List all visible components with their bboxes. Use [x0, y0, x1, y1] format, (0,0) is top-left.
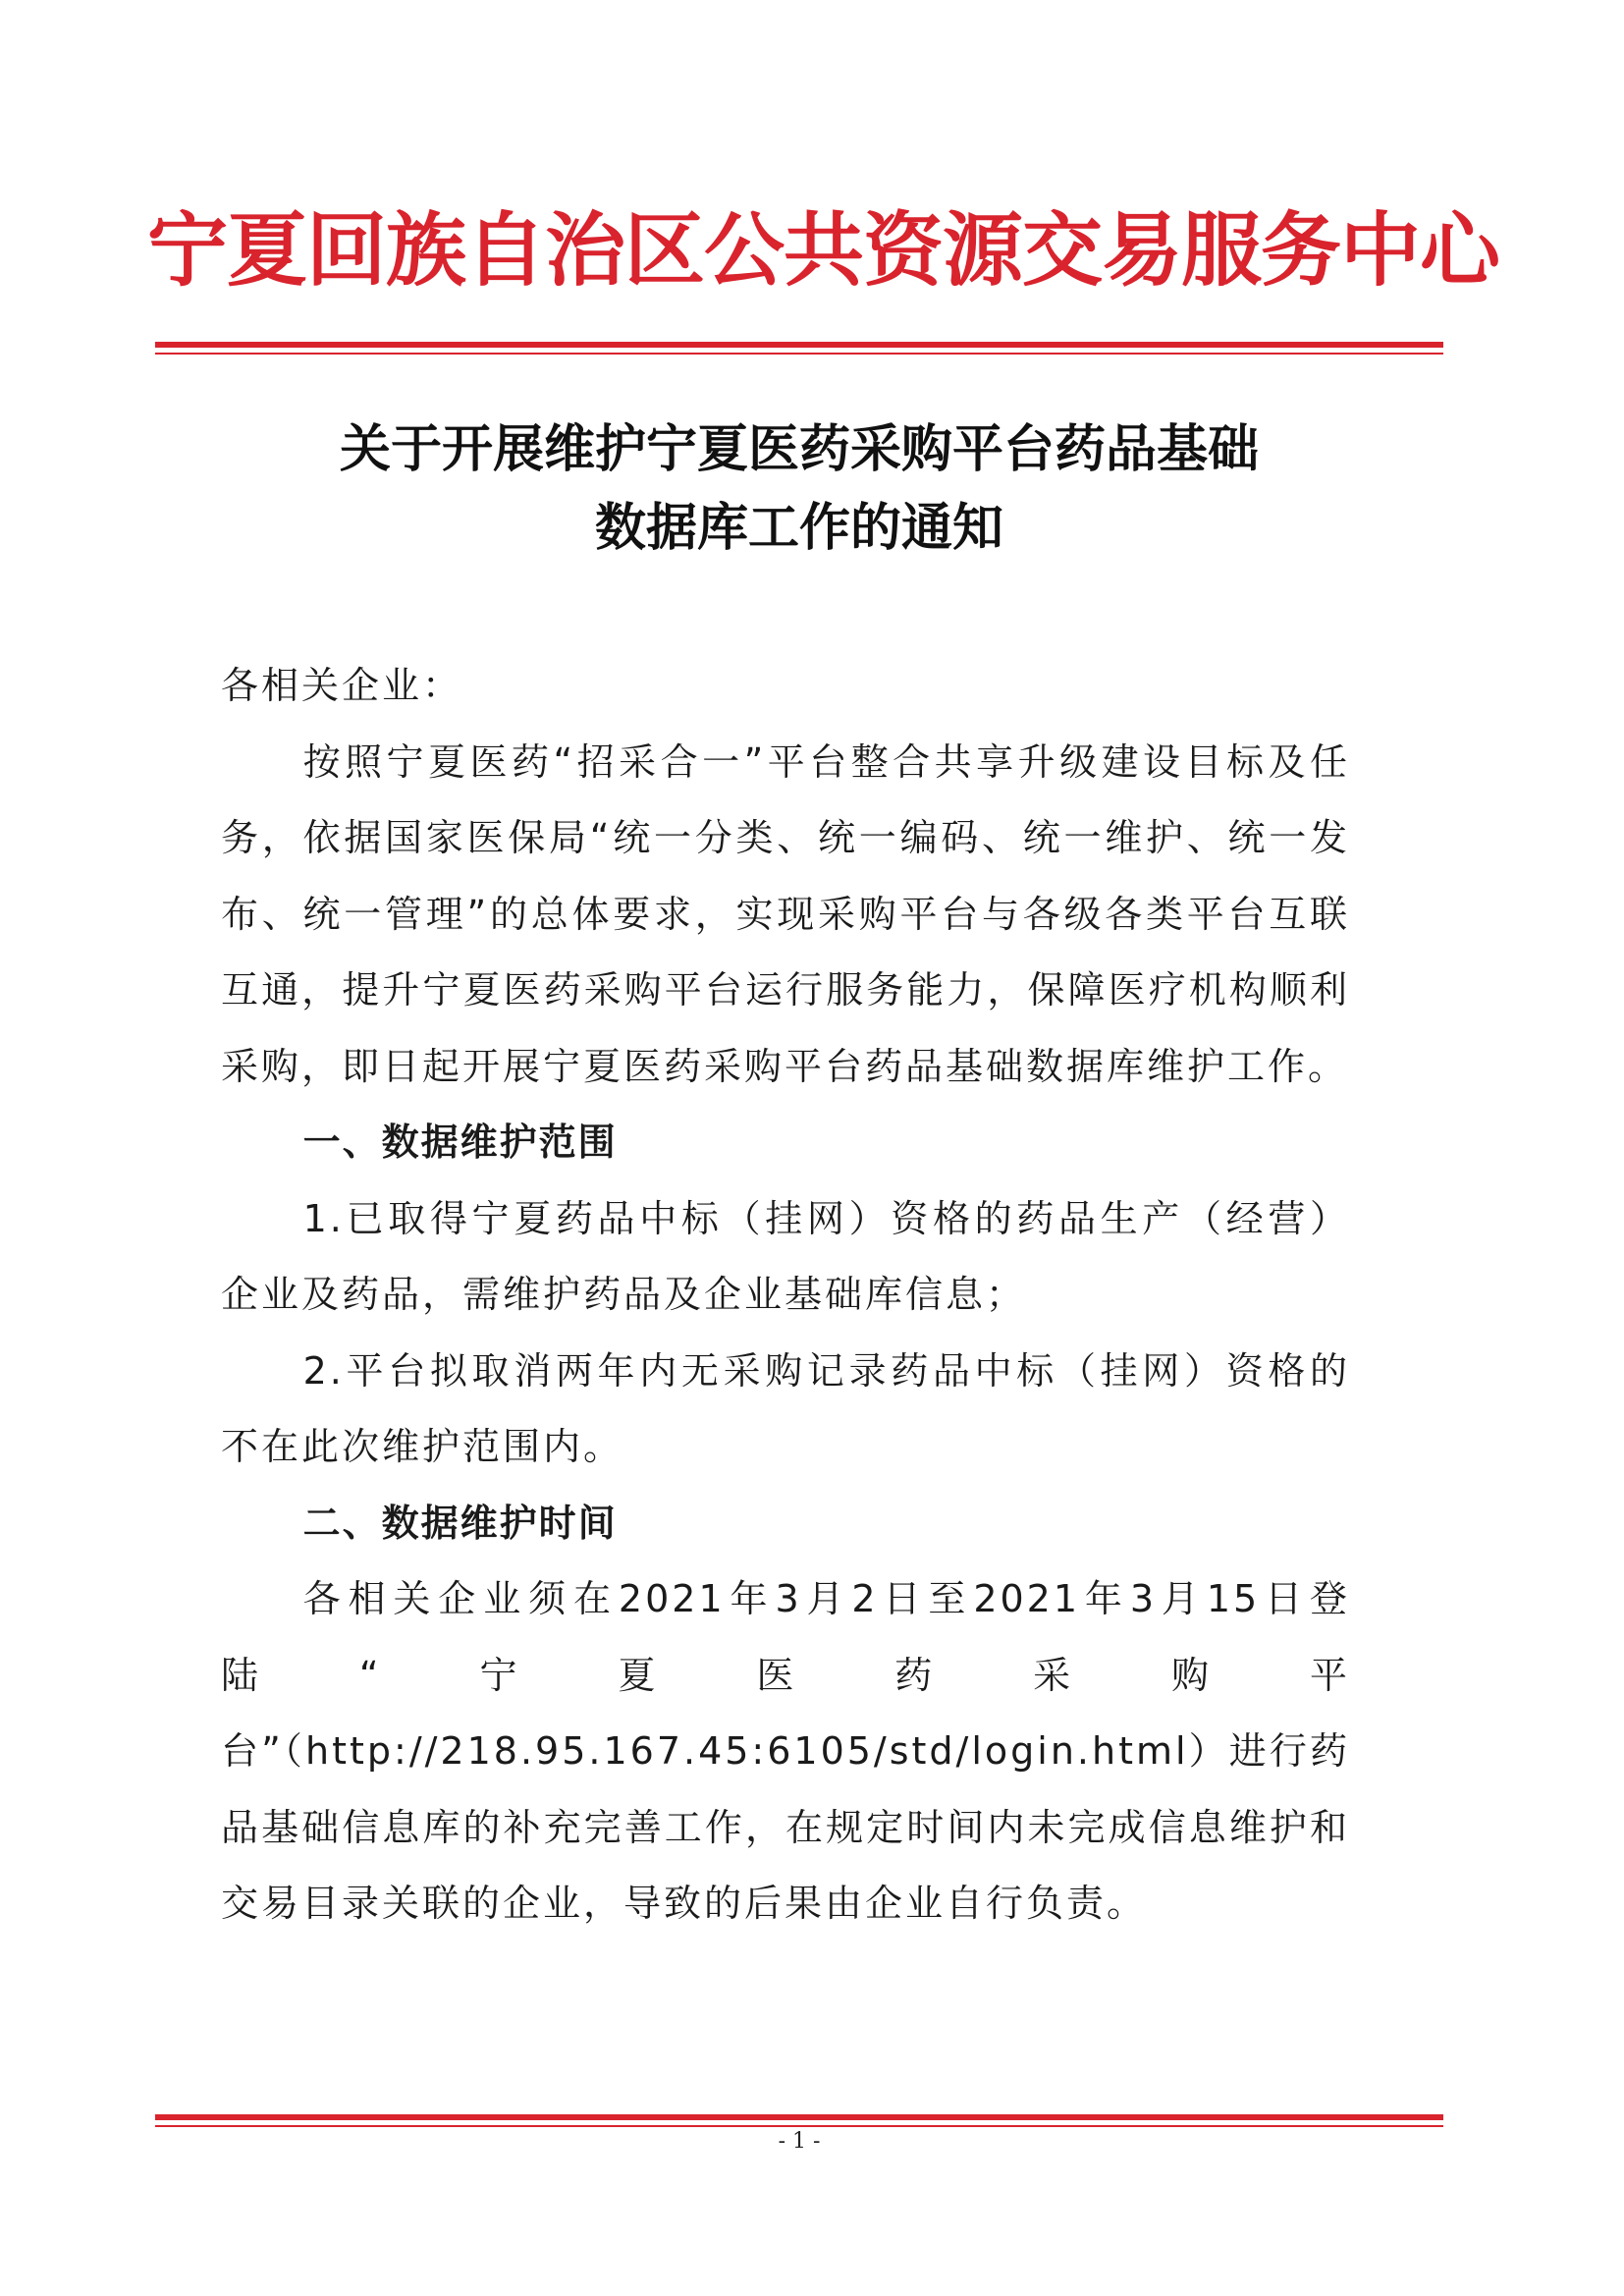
document-title-line-1: 关于开展维护宁夏医药采购平台药品基础: [339, 419, 1259, 479]
header-divider-thick-line: [155, 342, 1443, 348]
section-1-item-2: 2.平台拟取消两年内无采购记录药品中标（挂网）资格的不在此次维护范围内。: [221, 1348, 1350, 1468]
salutation: 各相关企业：: [221, 664, 463, 707]
footer-divider: [155, 2114, 1443, 2127]
section-2-heading: 二、数据维护时间: [302, 1501, 618, 1545]
footer-divider-thick-line: [155, 2114, 1443, 2120]
header-divider-thin-line: [155, 353, 1443, 355]
intro-paragraph: 按照宁夏医药“招采合一”平台整合共享升级建设目标及任务，依据国家医保局“统一分类、统一编码、统一维护、统一发布、统一管理”的总体要求，实现采购平台与各级各类平台互联互通，提升宁夏医药采购平台运行服务能力，保障医疗机构顺利采购，即日起开展宁夏医药采购平台药品基础数据库维护工作。: [221, 739, 1350, 1088]
document-title-line-2: 数据库工作的通知: [594, 498, 1003, 558]
document-title: [155, 410, 1443, 568]
header-divider: [155, 342, 1443, 355]
section-2-paragraph: 各相关企业须在2021年3月2日至2021年3月15日登陆“宁夏医药采购平台”（http://218.95.167.45:6105/std/login.html）进行药品基础信息库的补充完善工作，在规定时间内未完成信息维护和交易目录关联的企业，导致的后果由企业自行负责。: [221, 1577, 1350, 1925]
section-1-heading: 一、数据维护范围: [302, 1121, 618, 1164]
organization-header: 宁夏回族自治区公共资源交易服务中心: [147, 203, 1500, 298]
document-body: [221, 648, 1350, 1942]
footer-divider-thin-line: [155, 2125, 1443, 2127]
section-1-item-1: 1.已取得宁夏药品中标（挂网）资格的药品生产（经营）企业及药品，需维护药品及企业基础库信息；: [221, 1196, 1350, 1316]
page-number: - 1 -: [778, 2129, 821, 2154]
